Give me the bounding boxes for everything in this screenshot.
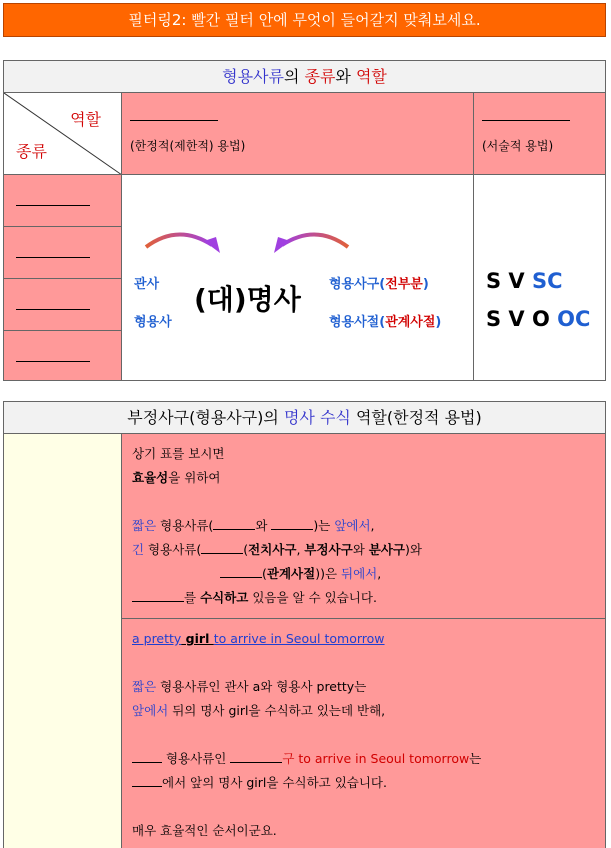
word-adjective: 형용사 <box>134 315 172 330</box>
example-line-4: 에서 앞의 명사 girl을 수식하고 있습니다. <box>132 771 595 795</box>
explanation-line-3: (관계사절))은 뒤에서, <box>132 562 595 586</box>
example-phrase: a pretty girl to arrive in Seoul tomorrow <box>132 631 385 646</box>
kind-column <box>4 175 122 381</box>
predicative-note: (서술적 용법) <box>482 139 554 153</box>
kind-label: 종류 <box>16 142 47 161</box>
noun-diagram <box>122 175 473 378</box>
kind-row-1 <box>4 175 121 227</box>
left-margin-cell <box>4 434 122 848</box>
blank-3 <box>201 540 243 554</box>
noun-diagram-cell <box>122 175 474 381</box>
pattern-svooc: S V O OC <box>486 307 591 331</box>
example-line-3: 형용사류인 구 to arrive in Seoul tomorrow는 <box>132 747 595 771</box>
blank-kind-2 <box>16 257 90 258</box>
word-adj-phrase: 형용사구(전부분) <box>329 277 429 292</box>
blank-kind-3 <box>16 309 90 310</box>
word-adj-clause: 형용사절(관계사절) <box>329 315 442 330</box>
kind-row-3 <box>4 279 121 331</box>
blank-4 <box>220 564 262 578</box>
svo-cell <box>474 175 606 381</box>
explanation-line-2: 긴 형용사류( (전치사구, 부정사구와 분사구)와 <box>132 542 422 557</box>
blank-2 <box>271 516 313 530</box>
role-label: 역할 <box>70 110 101 129</box>
pattern-svsc: S V SC <box>486 269 563 293</box>
blank-attributive <box>130 101 218 121</box>
blank-predicative <box>482 101 570 121</box>
kind-row-4 <box>4 331 121 380</box>
explanation-line-4: 를 수식하고 있음을 알 수 있습니다. <box>132 586 595 610</box>
diagonal-line <box>4 93 122 175</box>
blank-5 <box>132 588 184 602</box>
example-cell: a pretty girl to arrive in Seoul tomorrow 짧은 형용사류인 관사 a와 형용사 pretty는 앞에서 뒤의 명사 girl을 수식하고 있는데 반해, 형용사류인 구 to arrive in Seoul tomorrow는 에서 앞의 명사 girl을 수식하고 있습니다. 매우 효율적인 순서이군요. <box>122 619 606 848</box>
blank-7 <box>230 749 282 763</box>
instruction-banner: 필터링2: 빨간 필터 안에 무엇이 들어갈지 맞춰보세요. <box>3 3 606 37</box>
explanation-line-1: 짧은 형용사류( 와 )는 앞에서, <box>132 518 375 533</box>
svo-pattern-wrap <box>474 175 605 378</box>
table1-title: 형용사류의 종류와 역할 <box>4 61 606 93</box>
adjective-types-table <box>3 60 606 381</box>
blank-6 <box>132 749 162 763</box>
blank-1 <box>213 516 255 530</box>
word-article: 관사 <box>134 277 160 292</box>
blank-kind-4 <box>16 361 90 362</box>
blank-8 <box>132 773 162 787</box>
attributive-header <box>122 93 474 175</box>
table2-title: 부정사구(형용사구)의 명사 수식 역할(한정적 용법) <box>4 402 606 434</box>
attributive-note: (한정적(제한적) 용법) <box>130 139 246 153</box>
corner-header <box>4 93 122 175</box>
arc-arrow-left <box>142 225 226 259</box>
arc-arrow-right <box>268 225 352 259</box>
word-noun: (대)명사 <box>194 283 301 316</box>
kind-row-2 <box>4 227 121 279</box>
predicative-header <box>474 93 606 175</box>
explanation-cell: 상기 표를 보시면 효율성을 위하여 짧은 형용사류( 와 )는 앞에서, 긴 형용사류( (전치사구, 부정사구와 분사구)와 (관계사절))은 뒤에서, 를 수식하고 있음을 알 수 있습니다. <box>122 434 606 619</box>
infinitive-role-table <box>3 401 606 848</box>
blank-kind-1 <box>16 205 90 206</box>
